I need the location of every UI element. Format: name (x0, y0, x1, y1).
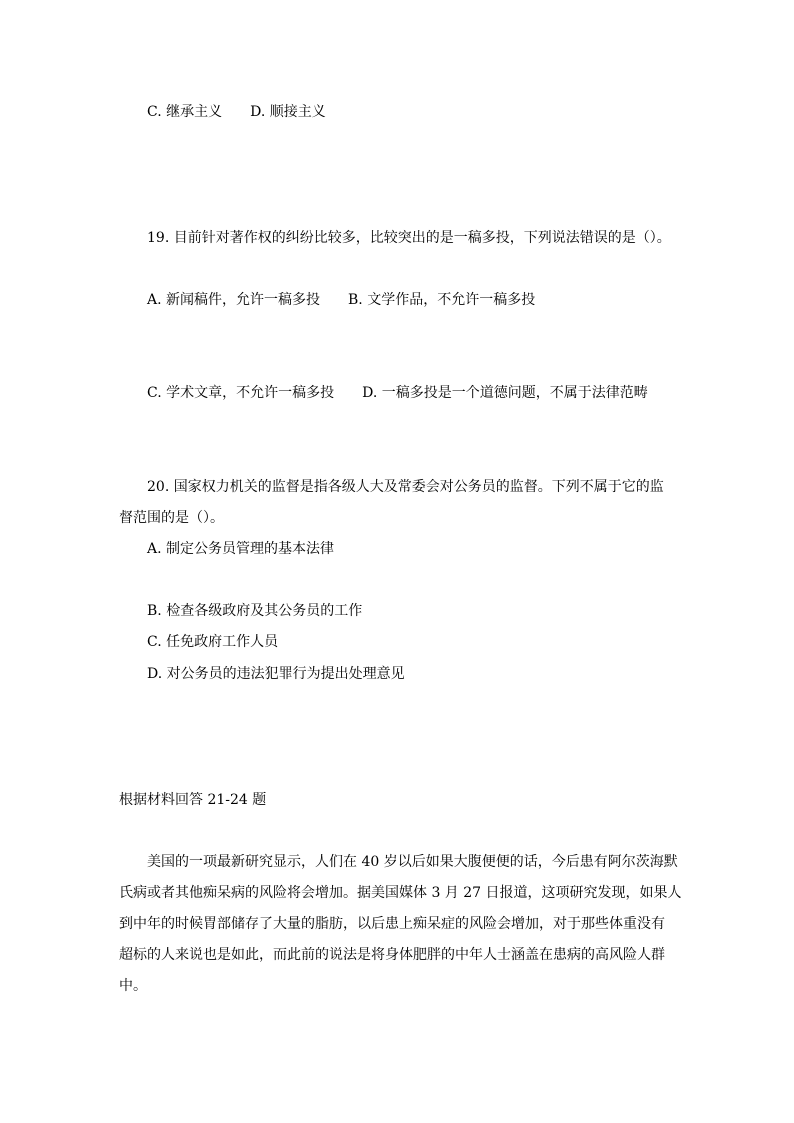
q20-stem-line2: 督范围的是（）。 (119, 510, 224, 526)
q19-option-a: A. 新闻稿件，允许一稿多投 (147, 292, 321, 308)
material-heading: 根据材料回答 21-24 题 (119, 792, 267, 808)
q20-stem-line1: 20. 国家权力机关的监督是指各级人大及常委会对公务员的监督。下列不属于它的监 (147, 479, 664, 495)
q19-option-b: B. 文学作品，不允许一稿多投 (348, 292, 536, 308)
q20-option-a: A. 制定公务员管理的基本法律 (147, 541, 335, 557)
material-line-2: 氏病或者其他痴呆病的风险将会增加。据美国媒体 3 月 27 日报道，这项研究发现，如果人 (119, 885, 682, 901)
q19-stem: 19. 目前针对著作权的纠纷比较多，比较突出的是一稿多投，下列说法错误的是（）。 (147, 230, 671, 246)
q20-option-c: C. 任免政府工作人员 (147, 634, 279, 650)
q18-options-cd (147, 102, 326, 122)
q19-options-cd (147, 383, 648, 403)
q18-option-d: D. 顺接主义 (250, 104, 326, 120)
material-line-3: 到中年的时候胃部储存了大量的脂肪，以后患上痴呆症的风险会增加，对于那些体重没有 (119, 916, 665, 932)
q19-option-c: C. 学术文章，不允许一稿多投 (147, 385, 335, 401)
material-line-1: 美国的一项最新研究显示，人们在 40 岁以后如果大腹便便的话，今后患有阿尔茨海默 (147, 854, 678, 870)
q18-option-c: C. 继承主义 (147, 104, 223, 120)
q20-option-d: D. 对公务员的违法犯罪行为提出处理意见 (147, 666, 405, 682)
q19-option-d: D. 一稿多投是一个道德问题，不属于法律范畴 (362, 385, 648, 401)
q20-option-b: B. 检查各级政府及其公务员的工作 (147, 603, 363, 619)
material-line-5: 中。 (119, 978, 147, 994)
material-line-4: 超标的人来说也是如此，而此前的说法是将身体肥胖的中年人士涵盖在患病的高风险人群 (119, 947, 665, 963)
q19-options-ab (147, 290, 535, 310)
